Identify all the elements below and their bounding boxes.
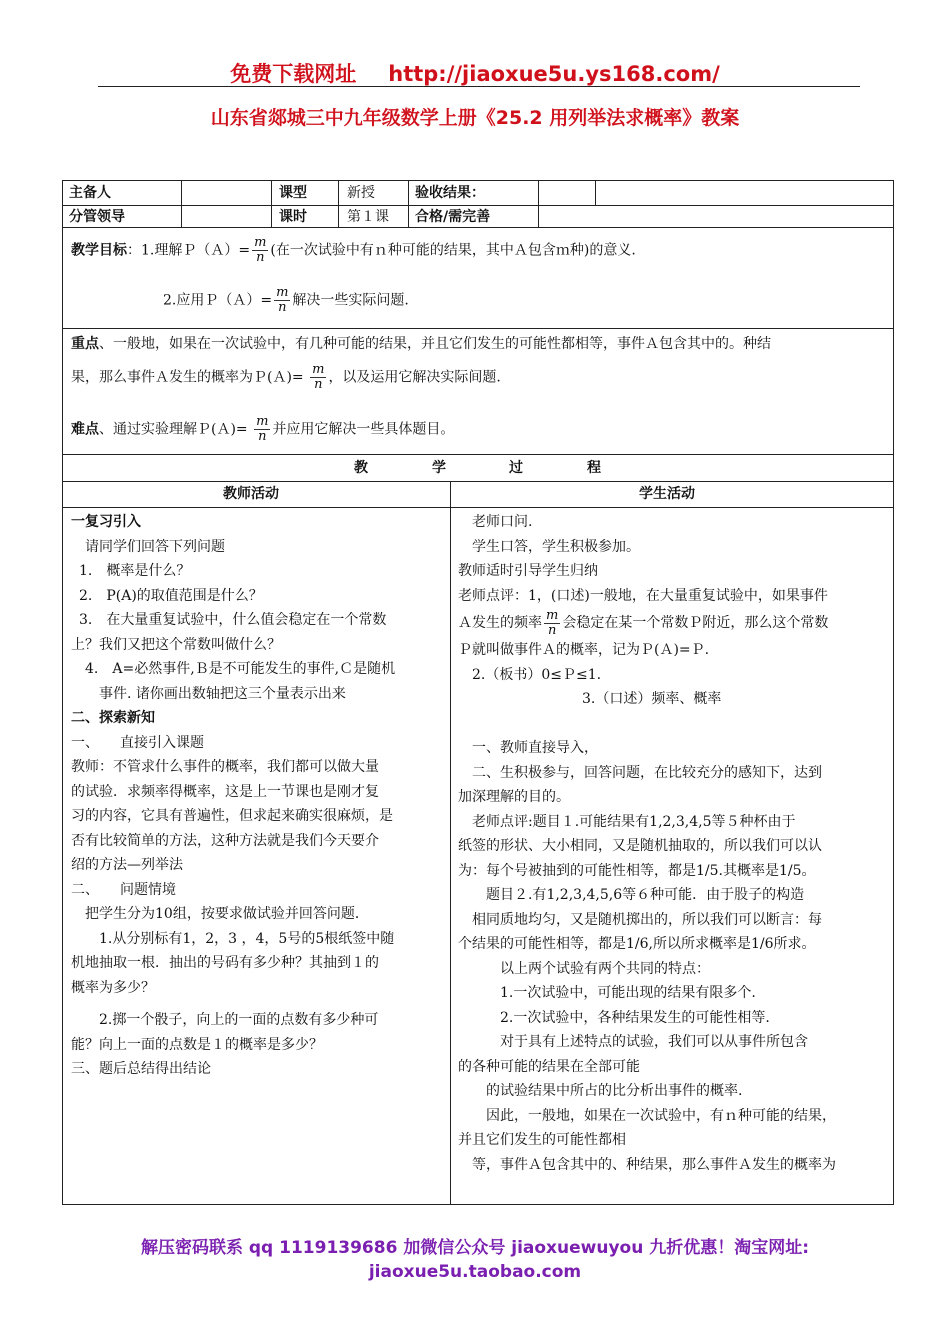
teacher-line: 2. P(A)的取值范围是什么？ (79, 587, 263, 604)
difficulty-line: 难点、通过实验理解Ｐ(Ａ)= $\frac{m}{n}$ 并应用它解决一些具体题目。 (71, 414, 455, 444)
teacher-line: 把学生分为10组，按要求做试验并回答问题． (71, 906, 369, 922)
preparer-label: 主备人 (69, 185, 111, 201)
student-line: 为：每个号被抽到的可能性相等，都是1/5.其概率是1/5。 (458, 862, 816, 879)
student-line: 二、生积极参与，回答问题，在比较充分的感知下，达到 (458, 764, 822, 781)
student-line: 2.（板书）0≤Ｐ≤1. (458, 666, 602, 683)
teacher-activity-column (71, 510, 443, 1082)
page-title: 山东省郯城三中九年级数学上册《25.2 用列举法求概率》教案 (210, 107, 740, 129)
teacher-line: 绍的方法—列举法 (71, 857, 183, 873)
check-label: 验收结果： (415, 185, 485, 201)
fraction-m-over-n: $\frac{m}{n}$ (276, 285, 289, 315)
teacher-line: 1.从分别标有1，2，3 ，4，5号的5根纸签中随 (71, 930, 395, 947)
process-title-char: 教 (354, 460, 368, 476)
teacher-line: 能？向上一面的点数是１的概率是多少？ (71, 1036, 323, 1053)
teacher-line: 的试验．求频率得概率，这是上一节课也是刚才复 (71, 783, 379, 800)
student-line: Ｐ就叫做事件Ａ的概率，记为Ｐ(Ａ)=Ｐ. (458, 642, 710, 658)
student-line: 老师口问. (458, 514, 533, 530)
student-line: 的各种可能的结果在全部可能 (458, 1058, 640, 1075)
student-line: 因此，一般地，如果在一次试验中，有ｎ种可能的结果， (458, 1107, 836, 1124)
period-label: 课时 (279, 209, 307, 225)
fraction-m-over-n: $\frac{m}{n}$ (546, 607, 559, 638)
course-type-value: 新授 (347, 185, 375, 201)
student-line: 题目２.有1,2,3,4,5,6等６种可能．由于股子的构造 (458, 887, 805, 903)
student-line: 2.一次试验中，各种结果发生的可能性相等. (458, 1009, 770, 1026)
keypoints-box (62, 328, 894, 455)
teacher-line: 3. 在大量重复试验中，什么值会稳定在一个常数 (79, 612, 387, 628)
result-label: 合格/需完善 (415, 209, 491, 225)
footer-line-2[interactable]: jiaoxue5u.taobao.com (368, 1262, 582, 1282)
process-title-char: 学 (432, 460, 446, 476)
course-type-label: 课型 (279, 185, 307, 201)
student-line: 学生口答，学生积极参加。 (458, 538, 640, 555)
keypoint-line-2: 果，那么事件Ａ发生的概率为Ｐ(Ａ)= $\frac{m}{n}$ ，以及运用它解决实际间题. (71, 362, 501, 392)
teacher-line: 二、 问题情境 (71, 881, 176, 898)
teacher-line: 机地抽取一根．抽出的号码有多少种？其抽到１的 (71, 955, 379, 971)
student-line: 加深理解的目的。 (458, 789, 570, 805)
teacher-line: 一复习引入 (71, 514, 141, 530)
leader-label: 分管领导 (69, 209, 125, 225)
teacher-header: 教师活动 (223, 486, 279, 502)
student-line: 等，事件Ａ包含其中的、种结果，那么事件Ａ发生的概率为 (458, 1156, 836, 1173)
process-title-char: 程 (587, 460, 601, 476)
teacher-line: 4. A=必然事件,Ｂ是不可能发生的事件,Ｃ是随机 (71, 661, 396, 677)
student-line: 的试验结果中所占的比分析出事件的概率. (458, 1083, 743, 1099)
header-rule (98, 86, 860, 87)
student-line: 1.一次试验中，可能出现的结果有限多个. (458, 985, 756, 1001)
keypoint-line-1: 重点、一般地，如果在一次试验中，有几种可能的结果，并且它们发生的可能性都相等，事件Ａ包含其中的。种结 (71, 336, 771, 352)
objective-2: 2.应用Ｐ（Ａ）= $\frac{m}{n}$ 解决一些实际问题. (163, 285, 409, 315)
student-header: 学生活动 (639, 486, 695, 502)
process-title-char: 过 (509, 460, 523, 476)
download-url[interactable]: http://jiaoxue5u.ys168.com/ (388, 62, 720, 86)
teacher-line: 概率为多少？ (71, 979, 155, 996)
objective-1: 教学目标：1.理解Ｐ（Ａ）= $\frac{m}{n}$ (在一次试验中有ｎ种可能的结果，其中Ａ包含ｍ种)的意义. (71, 235, 636, 265)
student-activity-column (458, 510, 890, 1177)
process-table (62, 454, 894, 1205)
student-line: 3.（口述）频率、概率 (582, 691, 722, 707)
fraction-m-over-n: $\frac{m}{n}$ (254, 235, 267, 265)
student-line: Ａ发生的频率 $\frac{m}{n}$ 会稳定在某一个常数Ｐ附近，那么这个常数 (458, 607, 829, 638)
teacher-line: 1. 概率是什么？ (79, 563, 191, 579)
teacher-line: 三、题后总结得出结论 (71, 1061, 211, 1077)
info-table (62, 180, 894, 228)
fraction-m-over-n: $\frac{m}{n}$ (256, 414, 269, 444)
footer-promo (0, 1236, 950, 1284)
site-header (0, 58, 950, 88)
teacher-line: 事件. 诸你画出数轴把这三个量表示出来 (71, 685, 346, 702)
teacher-line: 上？我们又把这个常数叫做什么？ (71, 636, 281, 653)
teacher-line: 教师：不管求什么事件的概率，我们都可以做大量 (71, 759, 379, 775)
student-line: 老师点评：1，(口述)一般地，在大量重复试验中，如果事件 (458, 587, 828, 604)
student-line (458, 712, 890, 737)
teacher-line: 否有比较简单的方法，这种方法就是我们今天要介 (71, 832, 379, 849)
teacher-line: 习的内容，它具有普遍性，但求起来确实很麻烦，是 (71, 808, 393, 824)
footer-line-1: 解压密码联系 qq 1119139686 加微信公众号 jiaoxuewuyou 九折优惠！淘宝网址: (140, 1238, 810, 1258)
student-line: 以上两个试验有两个共同的特点： (458, 960, 710, 977)
teacher-line: 2.掷一个骰子，向上的一面的点数有多少种可 (71, 1012, 379, 1028)
student-line: 老师点评:题目１.可能结果有1,2,3,4,5等５种杯由于 (458, 813, 796, 830)
student-line: 个结果的可能性相等，都是1/6,所以所求概率是1/6所求。 (458, 936, 816, 952)
objectives-box (62, 227, 894, 329)
student-line: 相同质地均匀，又是随机掷出的，所以我们可以断言：每 (458, 911, 822, 928)
student-line: 并且它们发生的可能性都相 (458, 1132, 626, 1148)
student-line: 纸签的形状、大小相同，又是随机抽取的，所以我们可以认 (458, 838, 822, 854)
student-line: 教师适时引导学生归纳 (458, 563, 598, 579)
teacher-line: 一、 直接引入课题 (71, 734, 204, 751)
student-line: 一、教师直接导入， (458, 740, 598, 756)
fraction-m-over-n: $\frac{m}{n}$ (312, 362, 325, 392)
student-line: 对于具有上述特点的试验，我们可以从事件所包含 (458, 1034, 808, 1050)
period-value: 第１课 (347, 209, 389, 225)
teacher-line: 请同学们回答下列问题 (71, 538, 225, 555)
download-label: 免费下载网址 (230, 62, 357, 86)
teacher-line: 二、探索新知 (71, 710, 155, 726)
